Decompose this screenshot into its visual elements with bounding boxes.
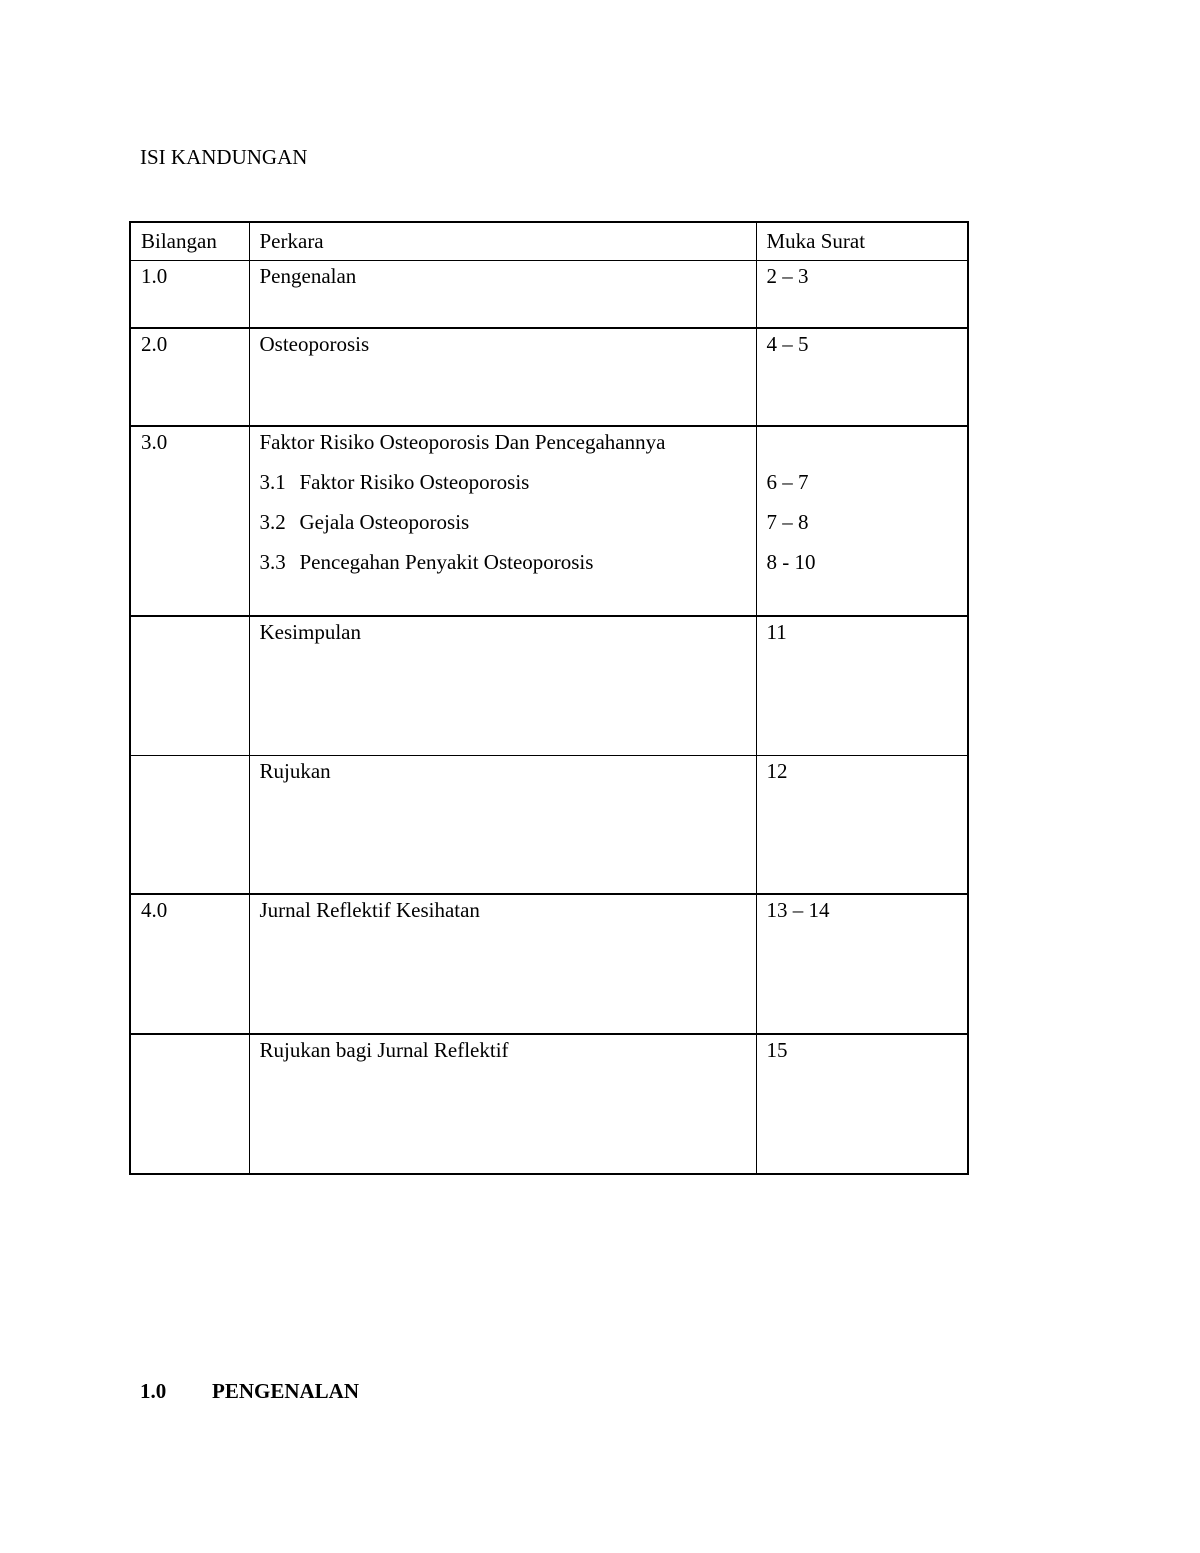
table-row	[130, 260, 968, 328]
table-row	[130, 426, 968, 616]
subitem-page: 7 – 8	[766, 510, 809, 534]
row-page: 4 – 5	[756, 328, 968, 426]
row-page: 15	[756, 1034, 968, 1174]
row-item: Kesimpulan	[249, 616, 756, 755]
table-row	[130, 755, 968, 894]
row-number: 4.0	[130, 894, 249, 1034]
section-number: 1.0	[140, 1379, 167, 1403]
table-header-row	[130, 222, 968, 260]
row-page: 11	[756, 616, 968, 755]
subitem-title: Pencegahan Penyakit Osteoporosis	[299, 550, 594, 574]
row-page: 12	[756, 755, 968, 894]
row-number	[130, 616, 249, 755]
page-title: ISI KANDUNGAN	[140, 145, 308, 169]
table-row	[130, 616, 968, 755]
subitem-page: 6 – 7	[766, 470, 809, 494]
section-title: PENGENALAN	[212, 1379, 360, 1403]
row-number	[130, 1034, 249, 1174]
subitem-number: 3.3	[259, 550, 286, 574]
subitem-title: Gejala Osteoporosis	[299, 510, 470, 534]
table-row	[130, 1034, 968, 1174]
header-number: Bilangan	[130, 222, 249, 260]
subitem-title: Faktor Risiko Osteoporosis	[299, 470, 530, 494]
subitem-line	[260, 549, 746, 575]
row-item: Rujukan bagi Jurnal Reflektif	[249, 1034, 756, 1174]
row-item-group	[249, 426, 756, 616]
header-item: Perkara	[249, 222, 756, 260]
subitem-line	[260, 509, 746, 535]
table-row	[130, 328, 968, 426]
row-item: Jurnal Reflektif Kesihatan	[249, 894, 756, 1034]
row-item: Pengenalan	[249, 260, 756, 328]
header-page: Muka Surat	[756, 222, 968, 260]
subitem-number: 3.1	[259, 470, 286, 494]
row-number	[130, 755, 249, 894]
row-item: Faktor Risiko Osteoporosis Dan Pencegahannya	[259, 430, 666, 454]
table-of-contents	[129, 221, 969, 1175]
row-number: 1.0	[130, 260, 249, 328]
row-page	[767, 429, 958, 455]
row-page-group	[756, 426, 968, 616]
subitem-line	[260, 469, 746, 495]
table-row	[130, 894, 968, 1034]
section-heading	[140, 1378, 359, 1404]
subitem-number: 3.2	[259, 510, 286, 534]
row-page: 13 – 14	[756, 894, 968, 1034]
row-item: Rujukan	[249, 755, 756, 894]
row-number: 3.0	[130, 426, 249, 616]
row-page: 2 – 3	[756, 260, 968, 328]
subitem-page: 8 - 10	[766, 550, 816, 574]
row-item: Osteoporosis	[249, 328, 756, 426]
row-number: 2.0	[130, 328, 249, 426]
